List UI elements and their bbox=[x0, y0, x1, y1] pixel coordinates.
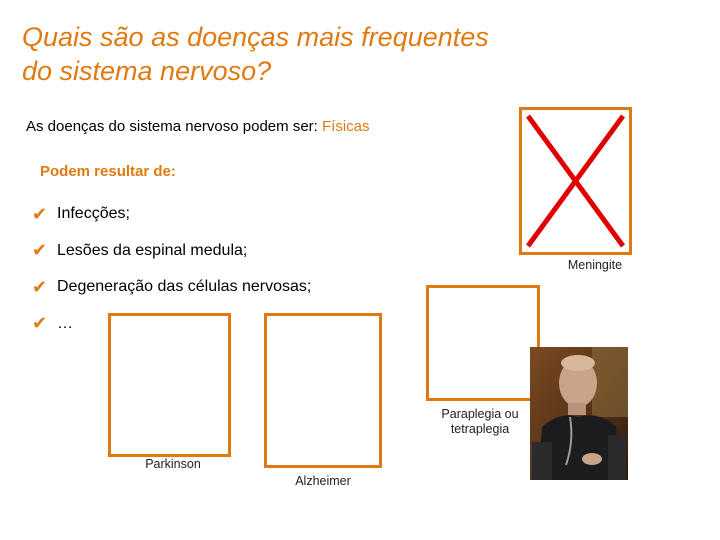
bullet-text: Lesões da espinal medula; bbox=[57, 241, 248, 259]
broken-image-icon bbox=[522, 110, 629, 252]
bullet-item bbox=[32, 269, 311, 306]
meningite-image-frame bbox=[519, 107, 632, 255]
check-mark-icon: ✔ bbox=[32, 276, 48, 297]
title-line-1: Quais são as doenças mais frequentes bbox=[22, 22, 489, 52]
intro-text bbox=[26, 118, 370, 135]
parkinson-image-frame bbox=[108, 313, 231, 457]
intro-label: As doenças do sistema nervoso podem ser: bbox=[26, 118, 318, 135]
alzheimer-image-frame bbox=[264, 313, 382, 468]
intro-highlight: Físicas bbox=[322, 118, 370, 135]
bullet-text: Degeneração das células nervosas; bbox=[57, 278, 312, 296]
check-mark-icon: ✔ bbox=[32, 313, 48, 334]
alzheimer-caption: Alzheimer bbox=[295, 474, 351, 488]
parkinson-caption: Parkinson bbox=[145, 457, 201, 471]
paraplegia-image-frame bbox=[426, 285, 540, 401]
check-mark-icon: ✔ bbox=[32, 203, 48, 224]
title-line-2: do sistema nervoso? bbox=[22, 56, 272, 86]
wheelchair-user-photo bbox=[530, 347, 628, 480]
paraplegia-caption-line-1: Paraplegia ou bbox=[441, 407, 519, 421]
paraplegia-caption-line-2: tetraplegia bbox=[450, 422, 510, 436]
slide-title bbox=[22, 20, 489, 88]
subheading: Podem resultar de: bbox=[40, 163, 176, 180]
paraplegia-caption bbox=[430, 407, 530, 437]
check-mark-icon: ✔ bbox=[32, 240, 48, 261]
bullet-item bbox=[32, 196, 311, 233]
bullet-item bbox=[32, 233, 311, 270]
meningite-caption: Meningite bbox=[567, 258, 623, 272]
bullet-text: … bbox=[57, 314, 73, 332]
bullet-text: Infecções; bbox=[57, 205, 130, 223]
